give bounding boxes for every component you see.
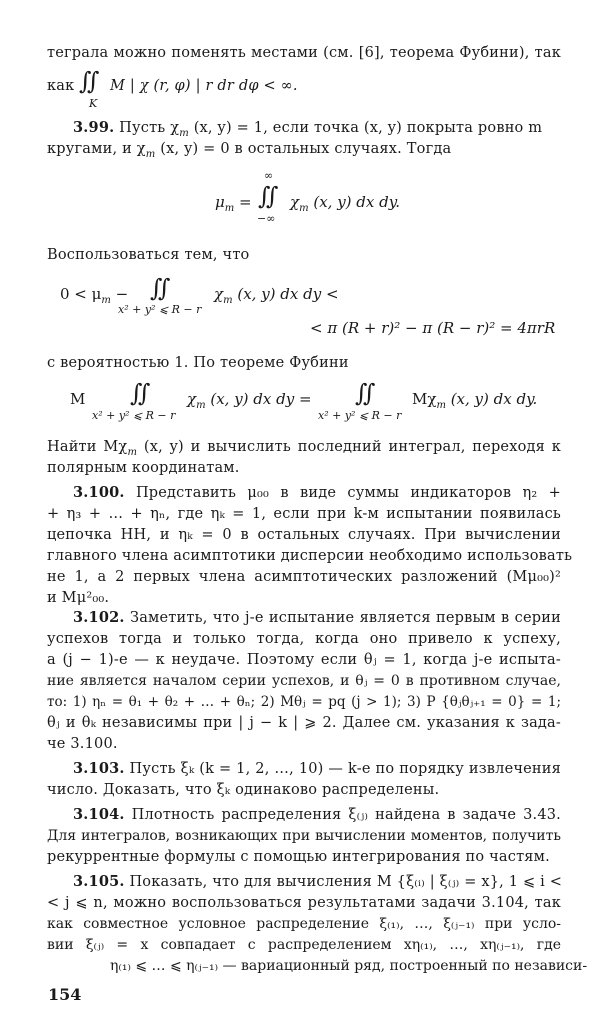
text-line: а (j − 1)-е — к неудаче. Поэтому если θⱼ = 1, когда j-е испыта- [47,652,561,668]
text-line: как [47,78,75,94]
double-integral-sign: ∬ [258,182,279,210]
integrand: $\chi_m$ (x, y) dx dy < [214,285,339,306]
expectation-sign: M [70,390,86,408]
problem-3-103: 3.103. Пусть ξₖ (k = 1, 2, …, 10) — k-е по порядку извлечения [73,760,561,777]
integral-lower-limit: x² + y² ⩽ R − r [118,303,202,316]
text-line: теграла можно поменять местами (см. [6], теорема Фубини), так [47,45,561,61]
problem-3-102: 3.102. Заметить, что j-е испытание является первым в серии [73,609,561,626]
problem-3-104: 3.104. Плотность распределения ξ₍ⱼ₎ найдена в задаче 3.43. [73,806,561,823]
display-equation-mu-m: $\mu_m$ = [215,193,252,214]
problem-3-105: 3.105. Показать, что для вычисления M {ξ₍ᵢ₎ | ξ₍ⱼ₎ = x}, 1 ⩽ i < [73,873,563,890]
text-line: цепочка НН, и ηₖ = 0 в остальных случаях. При вычислении [47,527,561,543]
text-line: че 3.100. [47,736,118,752]
problem-3-100: 3.100. Представить μ₀₀ в виде суммы индикаторов η₂ + [73,484,561,501]
inequality-lhs: $0 < \mu_m$ − [60,285,129,306]
text-line: кругами, и $\chi_m$ (x, y) = 0 в остальных случаях. Тогда [47,141,452,160]
text-line: θⱼ и θₖ независимы при | j − k | ⩾ 2. Далее см. указания к зада- [47,715,561,731]
text-line: и Mμ²₀₀. [47,590,110,606]
text-line: полярным координатам. [47,460,240,476]
text-line: Для интегралов, возникающих при вычислении моментов, получить [47,828,561,844]
double-integral-sign: ∬ [130,379,151,407]
text-line: успехов тогда и только тогда, когда оно привело к успеху, [47,631,561,647]
text-line: вии ξ₍ⱼ₎ = x совпадает с распределением xη₍₁₎, …, xη₍ⱼ₋₁₎, где [47,937,561,953]
formula-inline: M | χ (r, φ) | r dr dφ < ∞. [110,78,298,94]
text-line: с вероятностью 1. По теореме Фубини [47,355,349,371]
integral-lower-limit: −∞ [257,212,276,225]
text-line: Воспользоваться тем, что [47,247,250,263]
text-line: как совместное условное распределение ξ₍₁₎, …, ξ₍ⱼ₋₁₎ при усло- [47,916,561,932]
integral-lower-limit: x² + y² ⩽ R − r [92,409,176,422]
problem-3-99: 3.99. Пусть $\chi_m$ (x, y) = 1, если точка (x, y) покрыта ровно m [73,119,543,139]
text-line: не 1, а 2 первых члена асимптотических разложений (Mμ₀₀)² [47,569,561,585]
double-integral-sign: ∬ [355,379,376,407]
page-number: 154 [48,985,82,1004]
text-line: < j ⩽ n, можно воспользоваться результатами задачи 3.104, так [47,895,561,911]
text-line: то: 1) ηₙ = θ₁ + θ₂ + … + θₙ; 2) Mθⱼ = pq (j > 1); 3) P {θⱼθⱼ₊₁ = 0} = 1; [47,694,561,710]
text-line: ние является началом серии успехов, и θⱼ = 0 в противном случае, [47,673,561,689]
double-integral-sign: ∬ [150,274,171,302]
integrand: $M\chi_m$ (x, y) dx dy. [412,390,538,411]
integral-lower-limit: K [89,97,98,110]
text-line: η₍₁₎ ⩽ … ⩽ η₍ⱼ₋₁₎ — вариационный ряд, построенный по независи- [110,958,588,974]
text-line: рекуррентные формулы с помощью интегрирования по частям. [47,849,550,865]
integrand: $\chi_m$ (x, y) dx dy. [290,193,400,214]
text-line: + η₃ + … + ηₙ, где ηₖ = 1, если при k-м испытании появилась [47,506,561,522]
integrand: $\chi_m$ (x, y) dx dy = [187,390,312,411]
text-line: Найти $M\chi_m$ (x, y) и вычислить последний интеграл, переходя к [47,439,562,458]
problem-number: 3.99. [73,119,115,136]
integral-lower-limit: x² + y² ⩽ R − r [318,409,402,422]
inequality-rhs: < π (R + r)² − π (R − r)² = 4πrR [310,319,556,337]
double-integral-sign: ∬ [79,67,100,95]
text-line: главного члена асимптотики дисперсии необходимо использовать [47,548,573,564]
text-line: число. Доказать, что ξₖ одинаково распределены. [47,782,440,798]
integral-upper-limit: ∞ [264,169,274,182]
